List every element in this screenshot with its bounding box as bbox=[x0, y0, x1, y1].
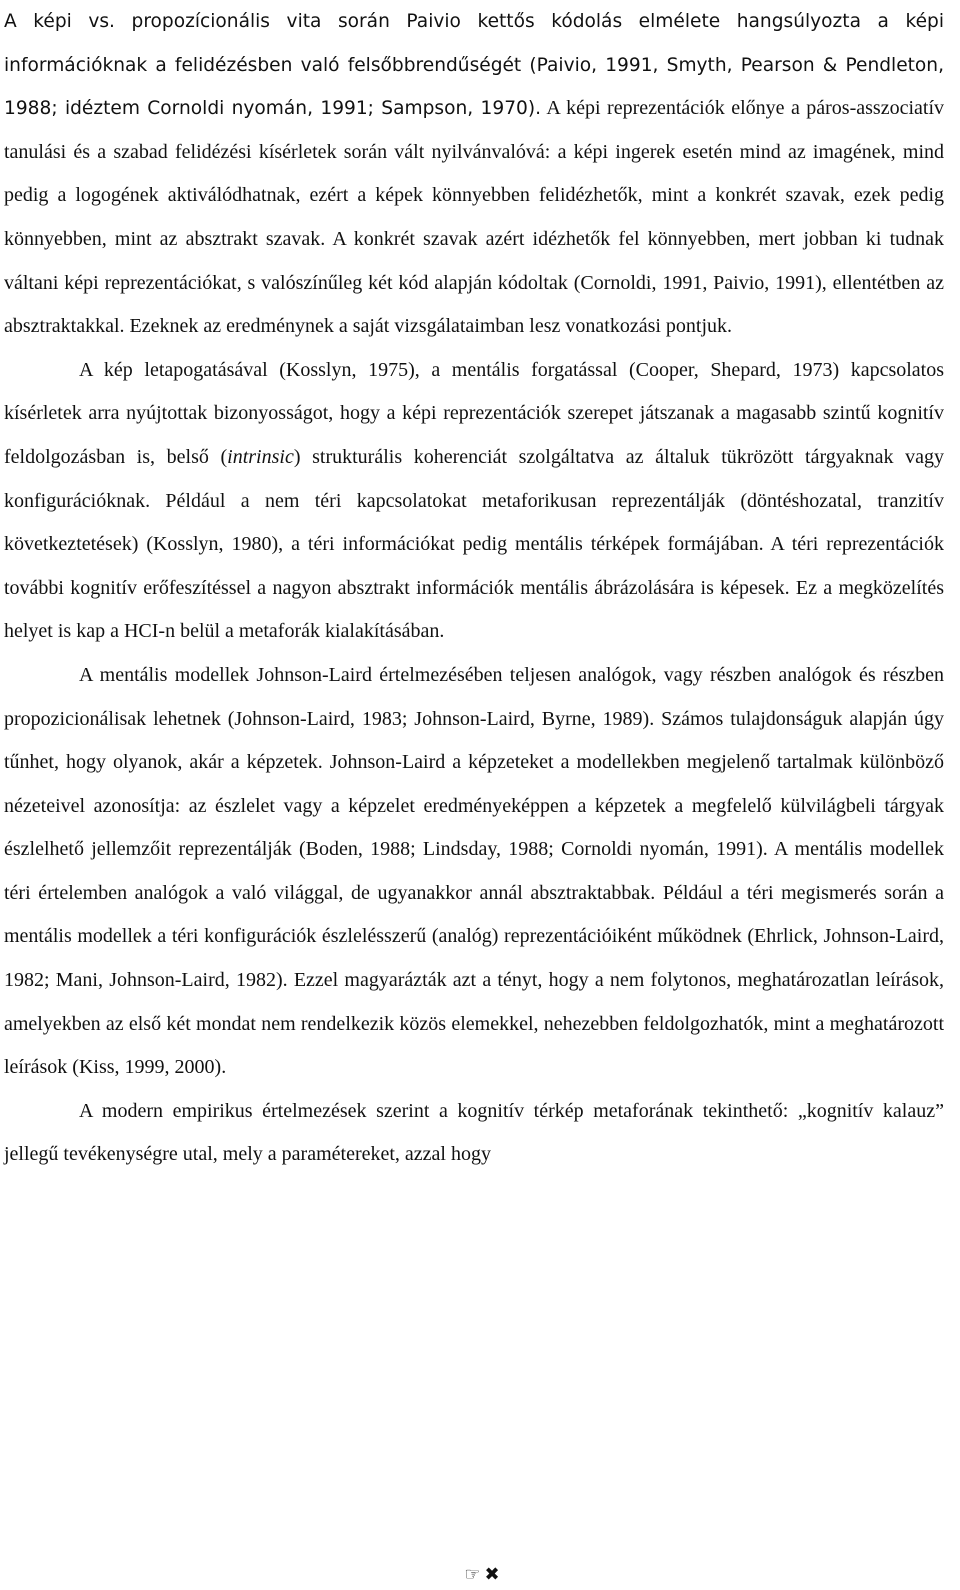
paragraph-2 bbox=[4, 349, 944, 654]
paragraph-1-part-2: A képi reprezentációk előnye a páros-asszociatív tanulási és a szabad felidézési kísérletek során vált nyilvánvalóvá: a képi ingerek esetén mind az imagének, mind pedig a logogének aktiválódhatnak, ezért a képek könnyebben felidézhetők, mint a konkrét szavak, ezek pedig könnyebben, mint az absztrakt szavak. bbox=[4, 97, 944, 250]
paragraph-3 bbox=[4, 654, 944, 1090]
paragraph-1-part-1: A képi vs. propozícionális vita során Paivio kettős kódolás elmélete hangsúlyozta a képi információknak a felidézésben való felsőbbrendűségét (Paivio, 1991, Smyth, Pearson & Pendleton, 1988; idéztem Cornoldi nyomán, 1991; Sampson, 1970). bbox=[4, 11, 944, 120]
paragraph-4-text: A modern empirikus értelmezések szerint a kognitív térkép metaforának tekinthető: „kognitív kalauz” jellegű tevékenységre utal, mely a paramétereket, azzal hogy bbox=[4, 1099, 944, 1166]
paragraph-2-part-1: A kép letapogatásával (Kosslyn, 1975), a mentális forgatással (Cooper, Shepard, 1973) kapcsolatos kísérletek arra nyújtottak bizonyosságot, hogy a képi reprezentációk szerepet játszanak a magasabb szintű kognitív feldolgozásban is, belső ( bbox=[4, 358, 944, 468]
paragraph-1-part-3: A konkrét szavak azért idézhetők fel könnyebben, mert jobban ki tudnak váltani képi reprezentációkat, s valószínűleg két kód alapján kódoltak (Cornoldi, 1991, Paivio, 1991), ellentétben az absztraktakkal. Ezeknek az eredménynek a saját vizsgálataimban lesz vonatkozási pontjuk. bbox=[4, 227, 945, 338]
cross-icon: ✖ bbox=[484, 1564, 500, 1585]
paragraph-2-italic-term: intrinsic bbox=[227, 445, 294, 468]
page-footer bbox=[0, 1564, 960, 1585]
paragraph-2-part-3: ) strukturális koherenciát szolgáltatva az általuk tükrözött tárgyaknak vagy konfigurációknak. Például a nem téri kapcsolatokat metaforikusan reprezentálják (döntéshozatal, tranzitív következtetések) (Kosslyn, 1980), a téri információkat pedig mentális térképek formájában. A téri reprezentációk további kognitív erőfeszítéssel a nagyon absztrakt információk mentális ábrázolására is képesek. Ez a megközelítés helyet is kap a HCI-n belül a metaforák kialakításában. bbox=[4, 445, 945, 643]
paragraph-1 bbox=[4, 0, 944, 349]
paragraph-4 bbox=[4, 1090, 944, 1177]
pointing-hand-icon: ☞ bbox=[464, 1564, 481, 1585]
document-page bbox=[4, 0, 944, 1177]
paragraph-3-text: A mentális modellek Johnson-Laird értelmezésében teljesen analógok, vagy részben analógok és részben propozicionálisak lehetnek (Johnson-Laird, 1983; Johnson-Laird, Byrne, 1989). Számos tulajdonságuk alapján úgy tűnhet, hogy olyanok, akár a képzetek. Johnson-Laird a képzeteket a modellekben megjelenő tartalmak különböző nézeteivel azonosítja: az észlelet vagy a képzelet eredményeképpen a képzetek a megfelelő külvilágbeli tárgyak észlelhető jellemzőit reprezentálják (Boden, 1988; Lindsday, 1988; Cornoldi nyomán, 1991). A mentális modellek téri értelemben analógok a való világgal, de ugyanakkor annál absztraktabbak. Például a téri megismerés során a mentális modellek a téri konfigurációk észlelésszerű (analóg) reprezentációiként működnek (Ehrlick, Johnson-Laird, 1982; Mani, Johnson-Laird, 1982). Ezzel magyarázták azt a tényt, hogy a nem folytonos, meghatározatlan leírások, amelyekben az első két mondat nem rendelkezik közös elemekkel, nehezebben feldolgozhatók, mint a meghatározott leírások (Kiss, 1999, 2000). bbox=[4, 663, 944, 1079]
